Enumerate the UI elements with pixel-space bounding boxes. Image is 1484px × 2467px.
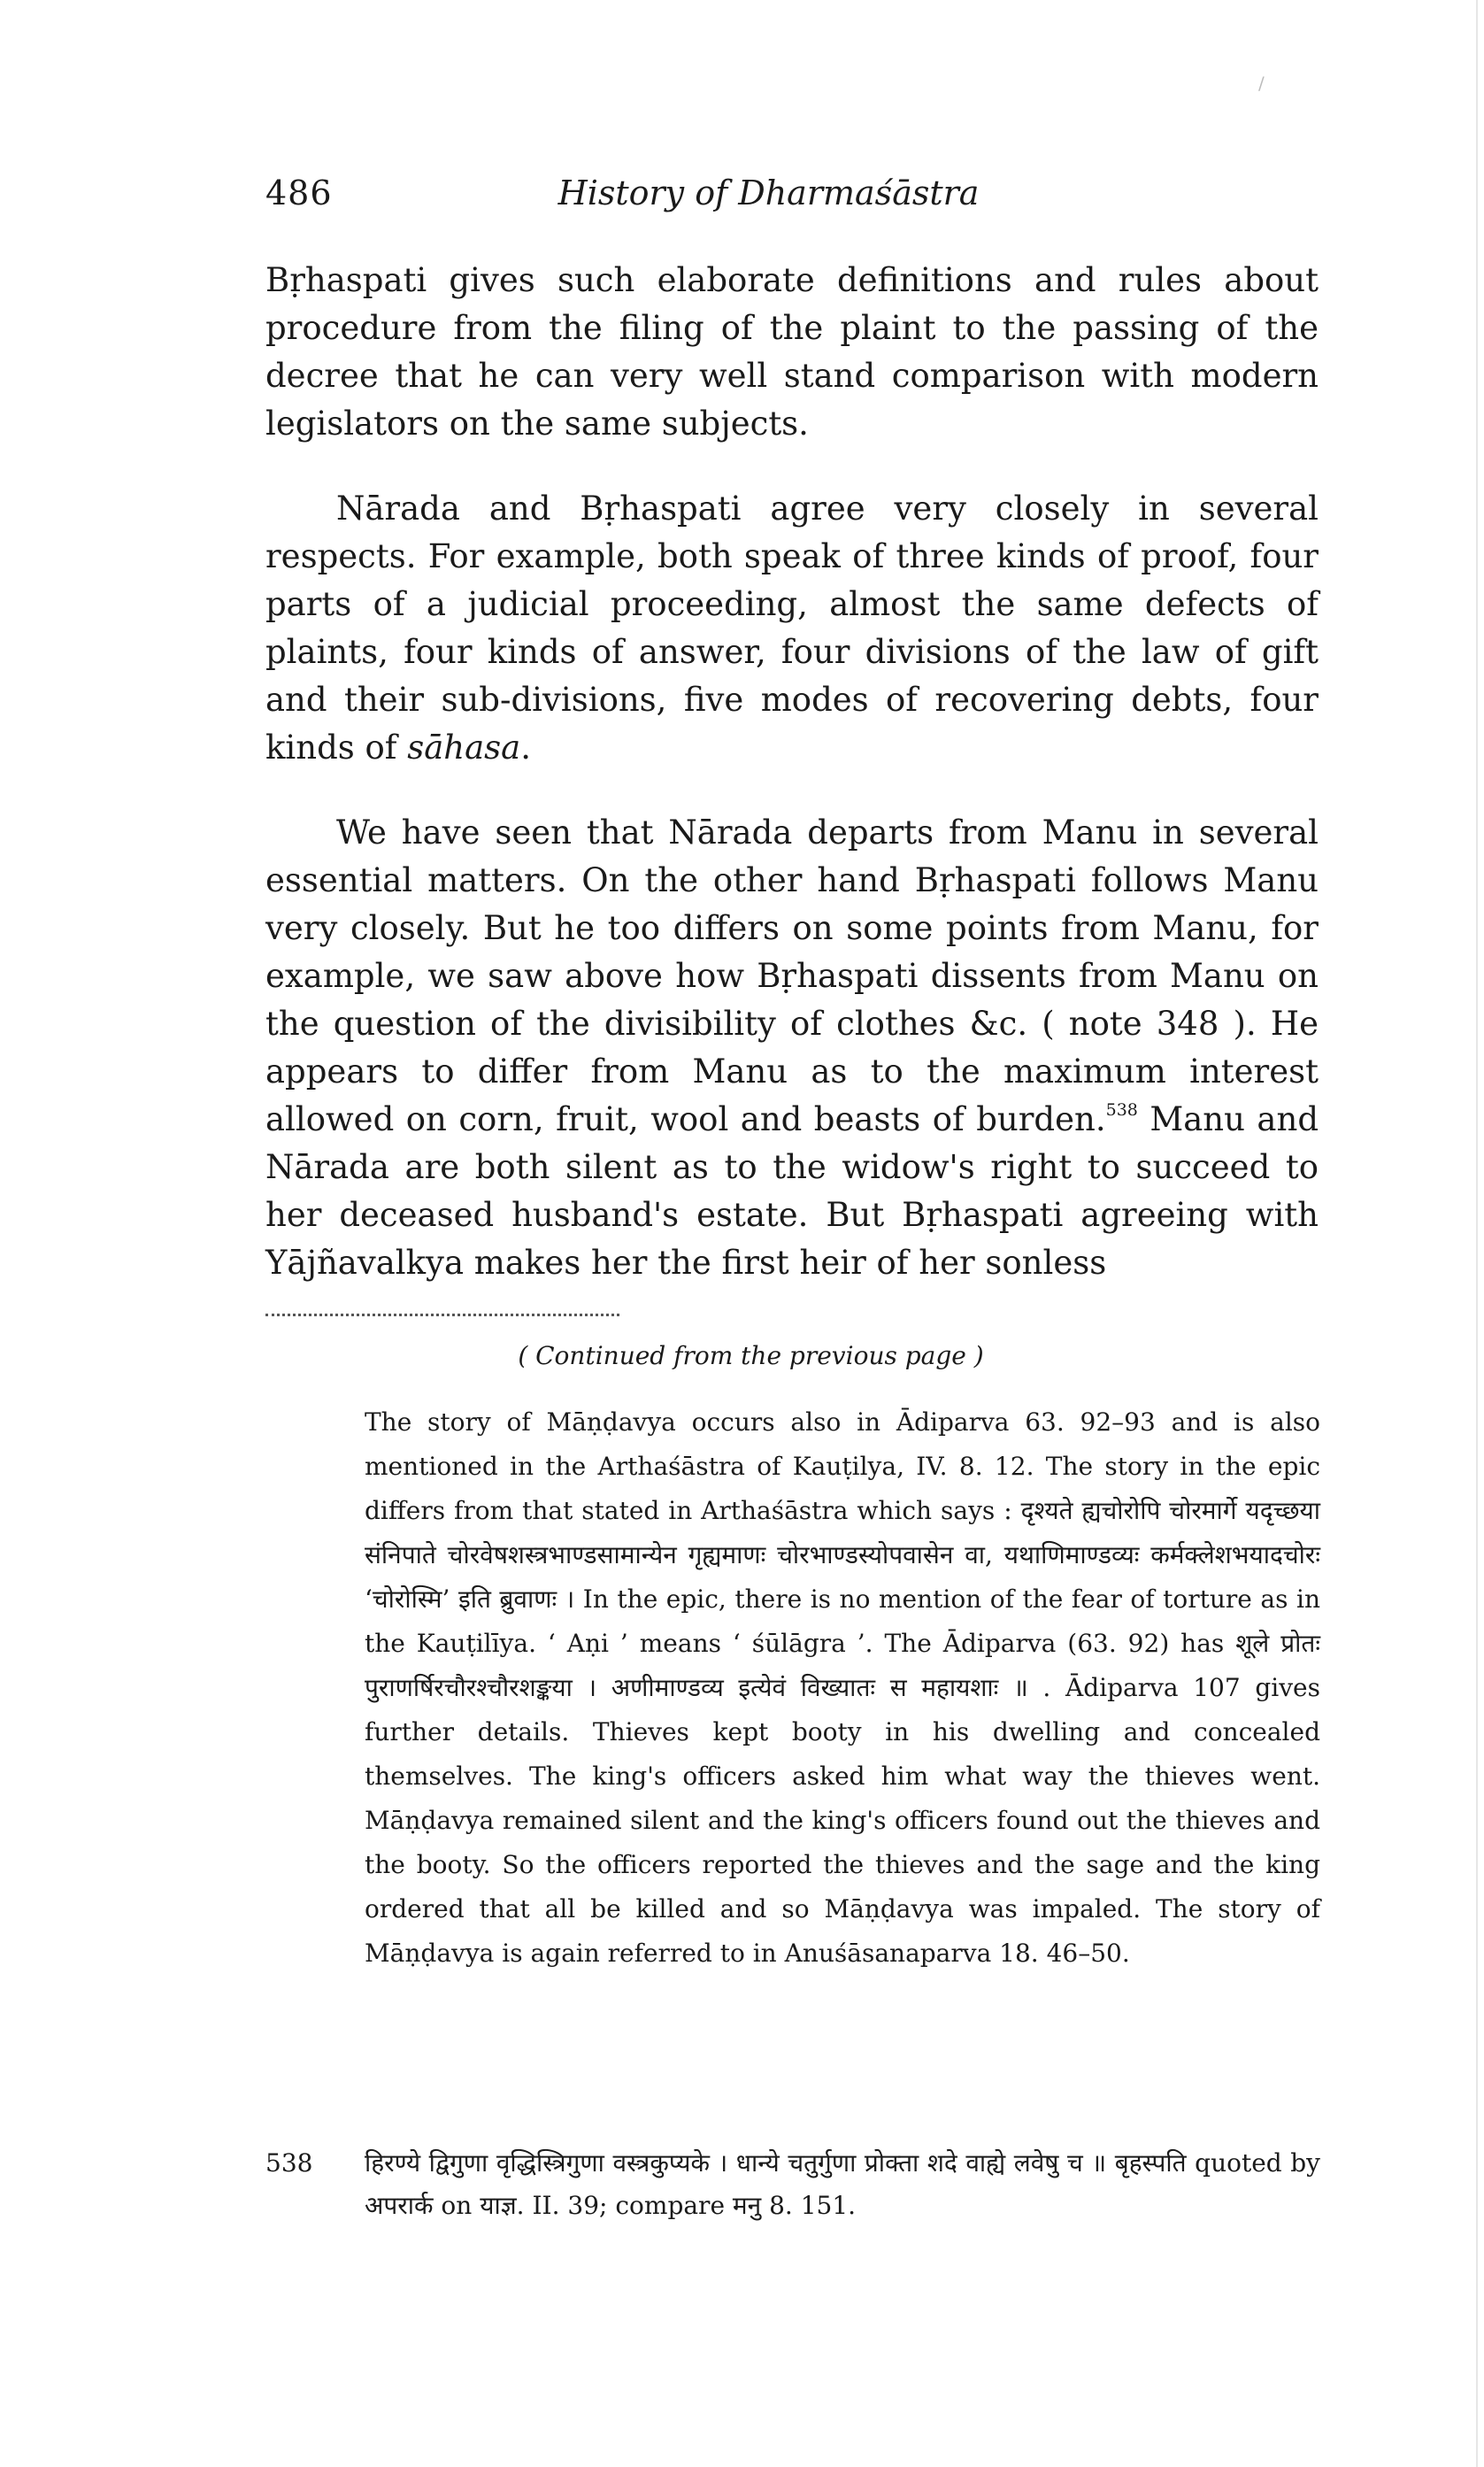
- sanskrit-quote-1: दृश्यते ह्यचोरोपि चोरमार्गे यदृच्छया संनिपाते चोरवेषशस्त्रभाण्डसामान्येन गृह्यमाणः चोरभाण्डस्योपवासेन वा, यथाणिमाण्डव्यः कर्मक्लेशभयादचोरः ‘चोरोस्मि’ इति ब्रुवाणः ।: [365, 1496, 1321, 1614]
- continued-footnote: [365, 1400, 1320, 1976]
- fn538-text-3: II. 39; compare: [524, 2191, 733, 2220]
- fn538-sanskrit-3: याज्ञ.: [480, 2191, 525, 2220]
- fn538-text-2: on: [433, 2191, 481, 2220]
- fn538-text-1: quoted by: [1186, 2148, 1321, 2178]
- paragraph-3: [265, 809, 1319, 1287]
- sahasa-term: sāhasa: [407, 729, 521, 767]
- footnote-text-3: Ādiparva 107 gives further details. Thieves kept booty in his dwelling and concealed themselves. The king's officers asked him what way the thieves went. Māṇḍavya remained silent and the king's officers found out the thieves and the booty. So the officers reported the thieves and the sage and the king ordered that all be killed and so Māṇḍavya was impaled. The story of Māṇḍavya is again referred to in Anuśāsanaparva 18. 46–50.: [365, 1673, 1320, 1968]
- continued-label: ( Continued from the previous page ): [518, 1341, 984, 1370]
- paragraph-2-text: Nārada and Bṛhaspati agree very closely in several respects. For example, both speak of three kinds of proof, four parts of a judicial proceeding, almost the same defects of plaints, four kinds of answer, four divisions of the law of gift and their sub-divisions, five modes of recovering debts, four kinds of: [265, 490, 1319, 767]
- footnote-ref-538: 538: [1105, 1100, 1138, 1120]
- fn538-sanskrit-1: हिरण्ये द्विगुणा वृद्धिस्त्रिगुणा वस्त्रकुप्यके । धान्ये चतुर्गुणा प्रोक्ता शदे वाह्ये लवेषु च ॥ बृहस्पति: [365, 2148, 1187, 2178]
- fn538-sanskrit-2: अपरार्क: [365, 2191, 434, 2220]
- scan-mark: /: [1258, 73, 1265, 94]
- main-text: [265, 257, 1319, 1324]
- footnote-text-1: The story of Māṇḍavya occurs also in Ādiparva 63. 92–93 and is also mentioned in the Arthaśāstra of Kauṭilya, IV. 8. 12. The story in the epic differs from that stated in Arthaśāstra which says :: [365, 1407, 1320, 1525]
- page-number: 486: [265, 173, 333, 212]
- fn538-text-4: 8. 151.: [761, 2191, 857, 2220]
- running-title: History of Dharmaśāstra: [557, 173, 980, 212]
- paragraph-3-text: We have seen that Nārada departs from Manu in several essential matters. On the other hand Bṛhaspati follows Manu very closely. But he too differs on some points from Manu, for example, we saw above how Bṛhaspati dissents from Manu on the question of the divisibility of clothes &c. ( note 348 ). He appears to differ from Manu as to the maximum interest allowed on corn, fruit, wool and beasts of burden.: [265, 813, 1319, 1138]
- footnote-538-text: [365, 2142, 1320, 2227]
- continued-footnote-text: [365, 1400, 1320, 1976]
- footnote-538-number: 538: [265, 2148, 313, 2178]
- scan-edge-line: [1476, 0, 1478, 2467]
- paragraph-2: [265, 485, 1319, 772]
- sanskrit-quote-2: शूले प्रोतः पुराणर्षिरचौरश्चौरशङ्कया । अणीमाण्डव्य इत्येवं विख्यातः स महायशाः ॥ .: [365, 1629, 1321, 1702]
- footnote-text-2: In the epic, there is no mention of the fear of torture as in the Kauṭilīya. ‘ Aṇi ’ means ‘ śūlāgra ’. The Ādiparva (63. 92) has: [365, 1584, 1320, 1658]
- footnote-divider: [265, 1314, 619, 1316]
- fn538-sanskrit-4: मनु: [732, 2191, 762, 2220]
- paragraph-3-continuation: Manu and Nārada are both silent as to the widow's right to succeed to her deceased husband's estate. But Bṛhaspati agreeing with Yājñavalkya makes her the first heir of her sonless: [265, 1100, 1319, 1282]
- paragraph-2-end: .: [520, 729, 531, 767]
- paragraph-1: Bṛhaspati gives such elaborate definitions and rules about procedure from the filing of the plaint to the passing of the decree that he can very well stand comparison with modern legislators on the same subjects.: [265, 261, 1319, 443]
